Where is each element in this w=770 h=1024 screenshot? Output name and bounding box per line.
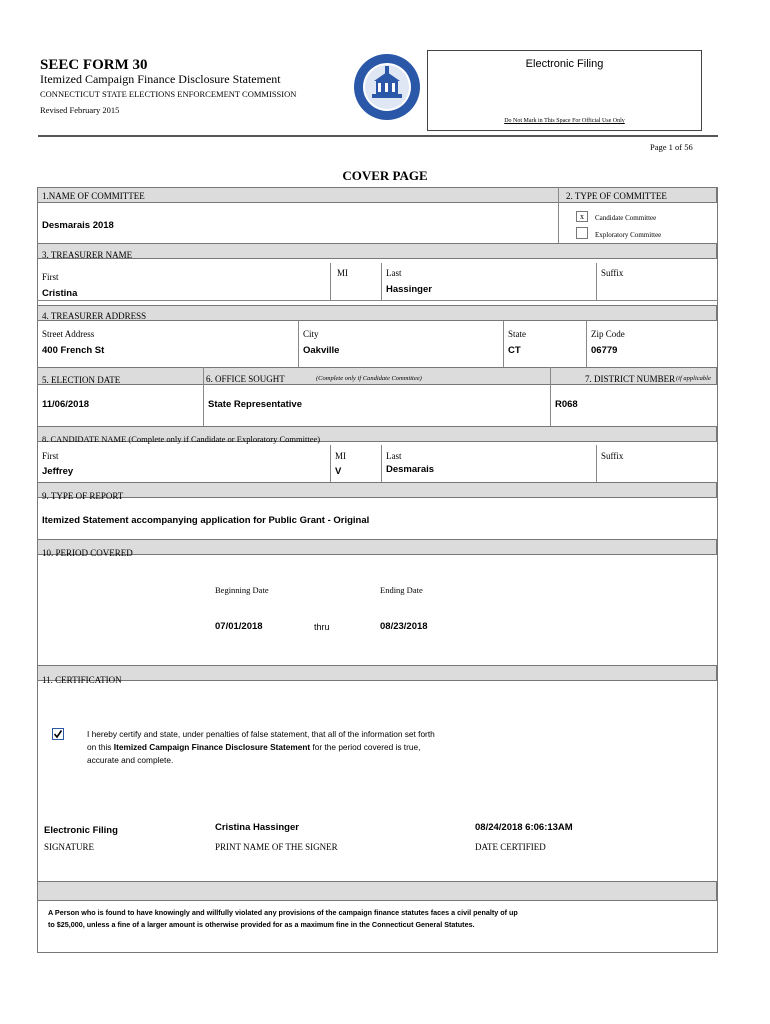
seal-logo [352,52,422,122]
election-date: 11/06/2018 [42,399,90,410]
committee-name: Desmarais 2018 [42,220,114,231]
end-date-label: Ending Date [380,585,423,595]
section-2-label: 2. TYPE OF COMMITTEE [566,191,667,201]
candidate-suffix-label: Suffix [601,451,624,461]
section-10-label: 10. PERIOD COVERED [42,548,133,558]
divider [330,263,331,300]
cover-page-title: COVER PAGE [342,168,428,183]
section-11-header [37,665,717,681]
divider [503,321,504,367]
header-divider [38,135,718,137]
section-7-label: 7. DISTRICT NUMBER [585,374,676,384]
district-number: R068 [555,399,578,410]
city-label: City [303,329,319,339]
divider [37,300,718,301]
treasurer-last-label: Last [386,268,402,278]
date-certified: 08/24/2018 6:06:13AM [475,822,573,833]
street-label: Street Address [42,329,95,339]
section-9-header [37,482,717,498]
treasurer-suffix-label: Suffix [601,268,624,278]
begin-date-label: Beginning Date [215,585,269,595]
report-type: Itemized Statement accompanying application for Public Grant - Original [42,515,370,526]
cert-line-3: accurate and complete. [87,755,174,765]
signer-name: Cristina Hassinger [215,822,299,833]
form-frame [37,187,718,953]
section-1-label: 1.NAME OF COMMITTEE [42,191,145,201]
cert-line-2-post: for the period covered is true, [310,742,421,752]
candidate-committee-label: Candidate Committee [595,214,657,222]
section-5-label: 5. ELECTION DATE [42,375,121,385]
cert-line-1: I hereby certify and state, under penalties of false statement, that all of the information set forth [87,729,435,739]
section-11-label: 11. CERTIFICATION [42,675,122,685]
city-value: Oakville [303,345,340,356]
candidate-mi-label: MI [335,451,346,461]
divider [596,263,597,300]
revised-date: Revised February 2015 [40,105,120,115]
page-number: Page 1 of 56 [650,142,693,152]
zip-value: 06779 [591,345,618,356]
footer-bar [37,881,717,901]
candidate-last-label: Last [386,451,402,461]
cert-line-2-bold: Itemized Campaign Finance Disclosure Statement [113,742,311,752]
form-title: SEEC FORM 30 [40,57,148,73]
divider [381,445,382,482]
state-value: CT [508,345,521,356]
section-3-header [37,243,717,259]
treasurer-first: Cristina [42,288,78,299]
street-value: 400 French St [42,345,105,356]
end-date: 08/23/2018 [380,621,428,632]
section-10-header [37,539,717,555]
cert-line-2 [87,742,420,752]
divider [558,187,559,243]
form-subtitle: Itemized Campaign Finance Disclosure Statement [40,72,281,86]
divider [330,445,331,482]
signer-label: PRINT NAME OF THE SIGNER [215,842,338,852]
commission-name: CONNECTICUT STATE ELECTIONS ENFORCEMENT COMMISSION [40,89,297,99]
treasurer-first-label: First [42,272,59,282]
section-6-label: 6. OFFICE SOUGHT [206,374,285,384]
candidate-last: Desmarais [386,464,435,475]
divider [550,367,551,426]
official-use-box [427,50,702,131]
candidate-mi: V [335,466,342,477]
divider [586,321,587,367]
divider [203,367,204,426]
office-sought: State Representative [208,399,302,410]
certify-checkbox[interactable] [52,728,64,740]
candidate-committee-checkbox[interactable]: x [576,211,588,222]
penalty-line-1: A Person who is found to have knowingly and willfully violated any provisions of the campaign finance statutes faces a civil penalty of up [48,908,518,917]
signature-value: Electronic Filing [44,825,118,836]
cert-line-2-pre: on this [87,742,114,752]
section-8-label: 8. CANDIDATE NAME (Complete only if Candidate or Exploratory Committee) [42,434,321,444]
state-label: State [508,329,526,339]
filing-box-title: Electronic Filing [525,58,604,70]
section-7-note: (if applicable [676,375,711,382]
exploratory-committee-checkbox[interactable] [576,227,588,239]
zip-label: Zip Code [591,329,625,339]
treasurer-mi-label: MI [337,268,348,278]
date-certified-label: DATE CERTIFIED [475,842,546,852]
exploratory-committee-label: Exploratory Committee [595,231,662,239]
divider [298,321,299,367]
thru-text: thru [314,622,330,632]
checkmark-icon [53,729,63,739]
begin-date: 07/01/2018 [215,621,263,632]
penalty-line-2: to $25,000, unless a fine of a larger amount is otherwise provided for as a maximum fine in the Connecticut General Statutes. [48,920,475,929]
divider [596,445,597,482]
treasurer-last: Hassinger [386,284,432,295]
candidate-first-label: First [42,451,59,461]
section-3-label: 3. TREASURER NAME [42,250,133,260]
section-4-label: 4. TREASURER ADDRESS [42,311,147,321]
divider [381,263,382,300]
section-9-label: 9. TYPE OF REPORT [42,491,124,501]
signature-label: SIGNATURE [44,842,95,852]
section-6-note: (Complete only if Candidate Committee) [316,375,422,382]
filing-box-note: Do Not Mark in This Space For Official Use Only [504,118,625,124]
candidate-first: Jeffrey [42,466,74,477]
